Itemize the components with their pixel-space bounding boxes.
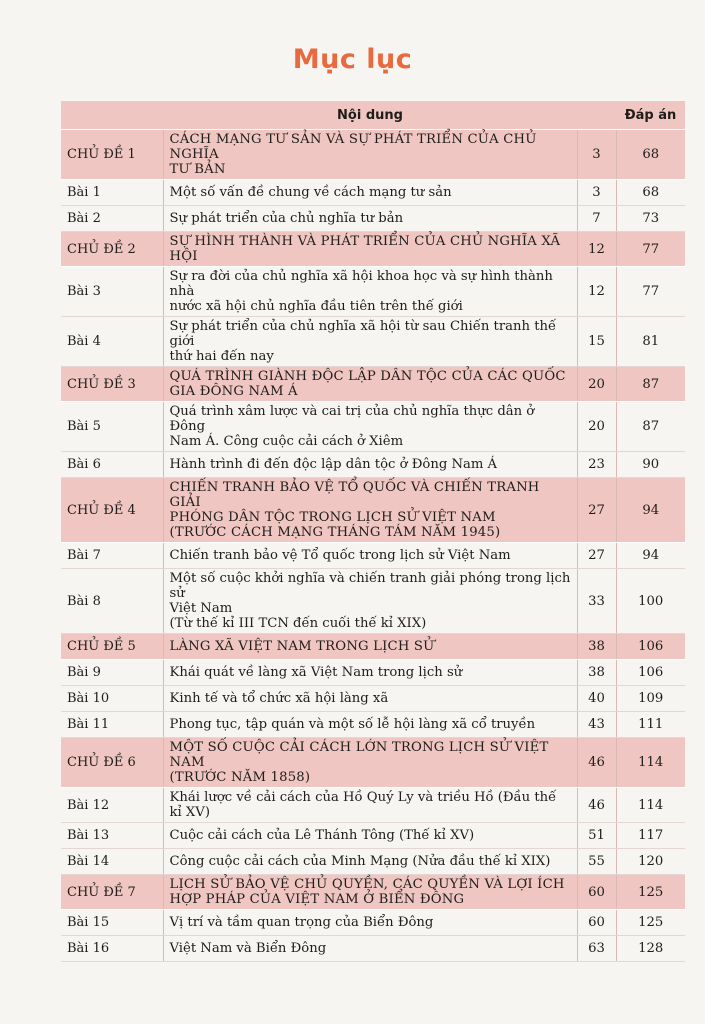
lesson-label: Bài 2: [61, 206, 163, 232]
lesson-title: [163, 317, 577, 367]
lesson-title: [163, 910, 577, 936]
page-number: 7: [577, 206, 616, 232]
title-line: HỢP PHÁP CỦA VIỆT NAM Ở BIỂN ĐÔNG: [169, 892, 465, 907]
page-number: 33: [577, 569, 616, 634]
lesson-label: Bài 6: [61, 452, 163, 478]
title-line: Sự ra đời của chủ nghĩa xã hội khoa học và sự hình thành nhà: [169, 269, 553, 299]
title-line: nước xã hội chủ nghĩa đầu tiên trên thế giới: [169, 299, 463, 314]
answer-page-number: 106: [616, 660, 685, 686]
title-line: SỰ HÌNH THÀNH VÀ PHÁT TRIỂN CỦA CHỦ NGHĨA XÃ HỘI: [169, 234, 561, 264]
lesson-label: Bài 9: [61, 660, 163, 686]
page-number: 38: [577, 634, 616, 660]
page-number: 46: [577, 738, 616, 788]
title-line: Một số vấn đề chung về cách mạng tư sản: [169, 185, 452, 200]
answer-page-number: 94: [616, 543, 685, 569]
title-line: LÀNG XÃ VIỆT NAM TRONG LỊCH SỬ: [169, 639, 435, 654]
table-of-contents: [61, 101, 685, 962]
lesson-row: [61, 936, 685, 962]
title-line: Phong tục, tập quán và một số lễ hội làng xã cổ truyền: [169, 717, 536, 732]
answer-page-number: 73: [616, 206, 685, 232]
page-number: 12: [577, 267, 616, 317]
answer-page-number: 109: [616, 686, 685, 712]
answer-page-number: 77: [616, 232, 685, 267]
answer-page-number: 77: [616, 267, 685, 317]
lesson-title: [163, 849, 577, 875]
title-line: Sự phát triển của chủ nghĩa tư bản: [169, 211, 404, 226]
answer-page-number: 87: [616, 367, 685, 402]
page-number: 60: [577, 910, 616, 936]
answer-page-number: 87: [616, 402, 685, 452]
topic-label: CHỦ ĐỀ 2: [61, 232, 163, 267]
title-line: Một số cuộc khởi nghĩa và chiến tranh giải phóng trong lịch sử: [169, 571, 571, 601]
page-number: 38: [577, 660, 616, 686]
title-line: thứ hai đến nay: [169, 349, 274, 364]
lesson-row: [61, 910, 685, 936]
title-line: Việt Nam và Biển Đông: [169, 941, 327, 956]
page-title: Mục lục: [292, 44, 413, 75]
lesson-label: Bài 4: [61, 317, 163, 367]
lesson-label: Bài 15: [61, 910, 163, 936]
page-number: 27: [577, 478, 616, 543]
lesson-title: [163, 569, 577, 634]
page-number: 12: [577, 232, 616, 267]
lesson-title: [163, 936, 577, 962]
topic-title: [163, 478, 577, 543]
page-number: 20: [577, 402, 616, 452]
topic-row: [61, 367, 685, 402]
lesson-title: [163, 788, 577, 823]
lesson-row: [61, 823, 685, 849]
lesson-label: Bài 16: [61, 936, 163, 962]
topic-title: [163, 875, 577, 910]
answer-page-number: 100: [616, 569, 685, 634]
lesson-row: [61, 452, 685, 478]
answer-page-number: 90: [616, 452, 685, 478]
lesson-label: Bài 7: [61, 543, 163, 569]
topic-title: [163, 738, 577, 788]
topic-label: CHỦ ĐỀ 7: [61, 875, 163, 910]
lesson-label: Bài 14: [61, 849, 163, 875]
answer-page-number: 128: [616, 936, 685, 962]
page-number: 43: [577, 712, 616, 738]
topic-label: CHỦ ĐỀ 3: [61, 367, 163, 402]
answer-page-number: 68: [616, 130, 685, 180]
title-line: Hành trình đi đến độc lập dân tộc ở Đông Nam Á: [169, 457, 498, 472]
page-number: 51: [577, 823, 616, 849]
lesson-title: [163, 180, 577, 206]
topic-row: [61, 478, 685, 543]
lesson-title: [163, 402, 577, 452]
title-line: Khái lược về cải cách của Hồ Quý Ly và triều Hồ (Đầu thế kỉ XV): [169, 790, 557, 820]
lesson-title: [163, 267, 577, 317]
topic-title: [163, 130, 577, 180]
title-line: Khái quát về làng xã Việt Nam trong lịch sử: [169, 665, 463, 680]
lesson-title: [163, 206, 577, 232]
title-line: QUÁ TRÌNH GIÀNH ĐỘC LẬP DÂN TỘC CỦA CÁC QUỐC: [169, 369, 566, 384]
title-line: LỊCH SỬ BẢO VỆ CHỦ QUYỀN, CÁC QUYỀN VÀ LỢI ÍCH: [169, 877, 565, 892]
answer-page-number: 106: [616, 634, 685, 660]
table-header-row: [61, 101, 685, 130]
page-number: 55: [577, 849, 616, 875]
page-number: 3: [577, 130, 616, 180]
topic-row: [61, 875, 685, 910]
topic-title: [163, 232, 577, 267]
lesson-label: Bài 5: [61, 402, 163, 452]
answer-page-number: 114: [616, 788, 685, 823]
page-number: 23: [577, 452, 616, 478]
lesson-row: [61, 543, 685, 569]
lesson-title: [163, 452, 577, 478]
answer-page-number: 68: [616, 180, 685, 206]
lesson-row: [61, 402, 685, 452]
title-line: (TRƯỚC CÁCH MẠNG THÁNG TÁM NĂM 1945): [169, 525, 501, 540]
lesson-label: Bài 3: [61, 267, 163, 317]
answer-page-number: 117: [616, 823, 685, 849]
page-number: 63: [577, 936, 616, 962]
topic-title: [163, 634, 577, 660]
title-line: MỘT SỐ CUỘC CẢI CÁCH LỚN TRONG LỊCH SỬ VIỆT NAM: [169, 740, 549, 770]
lesson-title: [163, 543, 577, 569]
page-number: 3: [577, 180, 616, 206]
title-line: TƯ BẢN: [169, 162, 226, 177]
lesson-title: [163, 686, 577, 712]
table-body: [61, 130, 685, 962]
header-answer: Đáp án: [616, 101, 685, 130]
title-line: Vị trí và tầm quan trọng của Biển Đông: [169, 915, 434, 930]
answer-page-number: 125: [616, 910, 685, 936]
lesson-row: [61, 660, 685, 686]
topic-row: [61, 634, 685, 660]
lesson-row: [61, 788, 685, 823]
header-content: Nội dung: [163, 101, 577, 130]
topic-label: CHỦ ĐỀ 4: [61, 478, 163, 543]
answer-page-number: 125: [616, 875, 685, 910]
page-number: 60: [577, 875, 616, 910]
topic-title: [163, 367, 577, 402]
page-number: 27: [577, 543, 616, 569]
topic-row: [61, 130, 685, 180]
title-line: PHÓNG DÂN TỘC TRONG LỊCH SỬ VIỆT NAM: [169, 510, 496, 525]
topic-row: [61, 738, 685, 788]
lesson-label: Bài 10: [61, 686, 163, 712]
lesson-row: [61, 686, 685, 712]
title-line: Nam Á. Công cuộc cải cách ở Xiêm: [169, 434, 404, 449]
answer-page-number: 94: [616, 478, 685, 543]
title-line: GIA ĐÔNG NAM Á: [169, 384, 298, 399]
title-line: (Từ thế kỉ III TCN đến cuối thế kỉ XIX): [169, 616, 427, 631]
topic-label: CHỦ ĐỀ 5: [61, 634, 163, 660]
lesson-label: Bài 1: [61, 180, 163, 206]
lesson-title: [163, 712, 577, 738]
lesson-label: Bài 11: [61, 712, 163, 738]
answer-page-number: 114: [616, 738, 685, 788]
title-line: Việt Nam: [169, 601, 233, 616]
title-line: Chiến tranh bảo vệ Tổ quốc trong lịch sử Việt Nam: [169, 548, 511, 563]
lesson-row: [61, 569, 685, 634]
lesson-row: [61, 180, 685, 206]
lesson-title: [163, 823, 577, 849]
title-line: Quá trình xâm lược và cai trị của chủ nghĩa thực dân ở Đông: [169, 404, 535, 434]
lesson-label: Bài 13: [61, 823, 163, 849]
page-number: 15: [577, 317, 616, 367]
page-number: 20: [577, 367, 616, 402]
title-line: CÁCH MẠNG TƯ SẢN VÀ SỰ PHÁT TRIỂN CỦA CHỦ NGHĨA: [169, 132, 537, 162]
topic-label: CHỦ ĐỀ 1: [61, 130, 163, 180]
page-number: 46: [577, 788, 616, 823]
title-line: Cuộc cải cách của Lê Thánh Tông (Thế kỉ XV): [169, 828, 475, 843]
title-line: CHIẾN TRANH BẢO VỆ TỔ QUỐC VÀ CHIẾN TRANH GIẢI: [169, 480, 540, 510]
header-page-cell: [577, 101, 616, 130]
header-label-cell: [61, 101, 163, 130]
topic-row: [61, 232, 685, 267]
title-line: Công cuộc cải cách của Minh Mạng (Nửa đầu thế kỉ XIX): [169, 854, 551, 869]
answer-page-number: 81: [616, 317, 685, 367]
lesson-row: [61, 267, 685, 317]
title-line: Sự phát triển của chủ nghĩa xã hội từ sau Chiến tranh thế giới: [169, 319, 557, 349]
title-line: Kinh tế và tổ chức xã hội làng xã: [169, 691, 389, 706]
lesson-row: [61, 712, 685, 738]
answer-page-number: 111: [616, 712, 685, 738]
lesson-row: [61, 849, 685, 875]
lesson-row: [61, 206, 685, 232]
page-number: 40: [577, 686, 616, 712]
lesson-label: Bài 8: [61, 569, 163, 634]
lesson-title: [163, 660, 577, 686]
lesson-row: [61, 317, 685, 367]
lesson-label: Bài 12: [61, 788, 163, 823]
title-line: (TRƯỚC NĂM 1858): [169, 770, 311, 785]
topic-label: CHỦ ĐỀ 6: [61, 738, 163, 788]
answer-page-number: 120: [616, 849, 685, 875]
